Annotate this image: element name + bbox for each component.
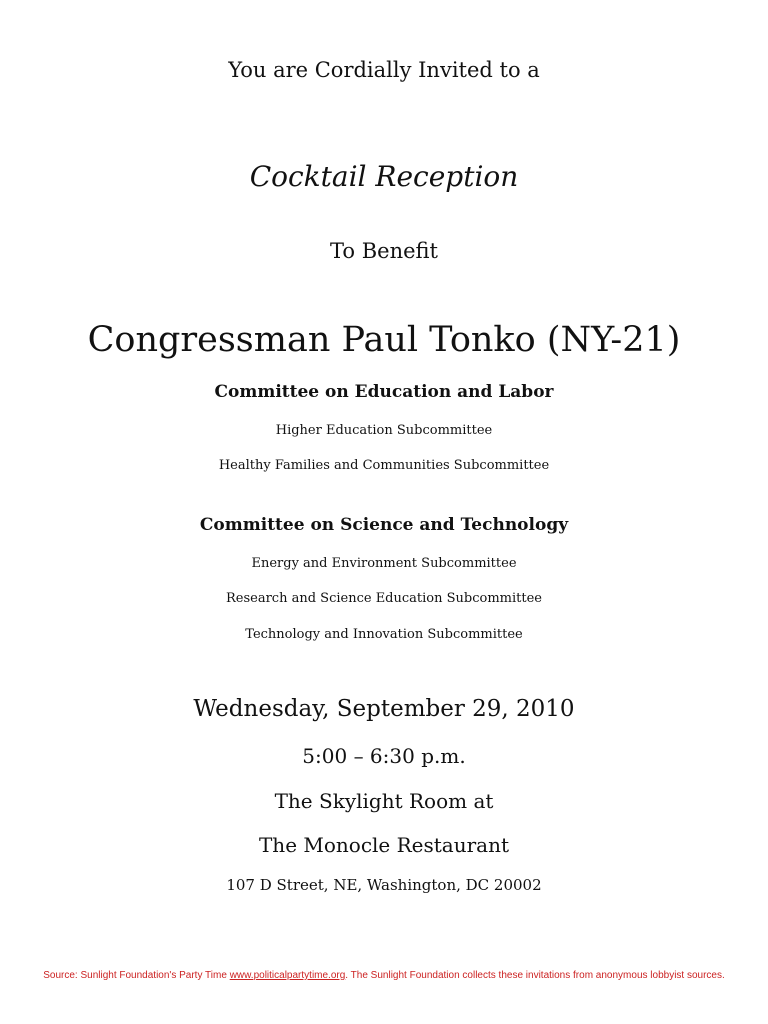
subcommittee-item: Research and Science Education Subcommittee <box>226 591 542 606</box>
event-date: Wednesday, September 29, 2010 <box>193 696 575 722</box>
footer-prefix: Source: Sunlight Foundation's Party Time <box>43 970 230 981</box>
footer-suffix: . The Sunlight Foundation collects these invitations from anonymous lobbyist sources. <box>345 970 725 981</box>
benefit-line: To Benefit <box>330 239 438 263</box>
committee-science-title: Committee on Science and Technology <box>199 515 569 535</box>
venue-address: 107 D Street, NE, Washington, DC 20002 <box>226 876 542 894</box>
invitation-intro: You are Cordially Invited to a <box>228 58 540 82</box>
subcommittee-item: Technology and Innovation Subcommittee <box>245 627 523 642</box>
subcommittee-item: Higher Education Subcommittee <box>275 423 493 438</box>
subcommittee-item: Healthy Families and Communities Subcommittee <box>218 458 550 473</box>
committee-education-title: Committee on Education and Labor <box>214 382 554 402</box>
source-footer <box>0 970 768 981</box>
venue-line-1: The Skylight Room at <box>274 789 494 813</box>
venue-line-2: The Monocle Restaurant <box>258 833 510 857</box>
source-link[interactable]: www.politicalpartytime.org <box>229 970 346 981</box>
honoree-name: Congressman Paul Tonko (NY-21) <box>87 320 681 360</box>
subcommittee-item: Energy and Environment Subcommittee <box>251 556 517 571</box>
event-time: 5:00 – 6:30 p.m. <box>302 744 466 768</box>
event-type-heading: Cocktail Reception <box>249 160 519 193</box>
